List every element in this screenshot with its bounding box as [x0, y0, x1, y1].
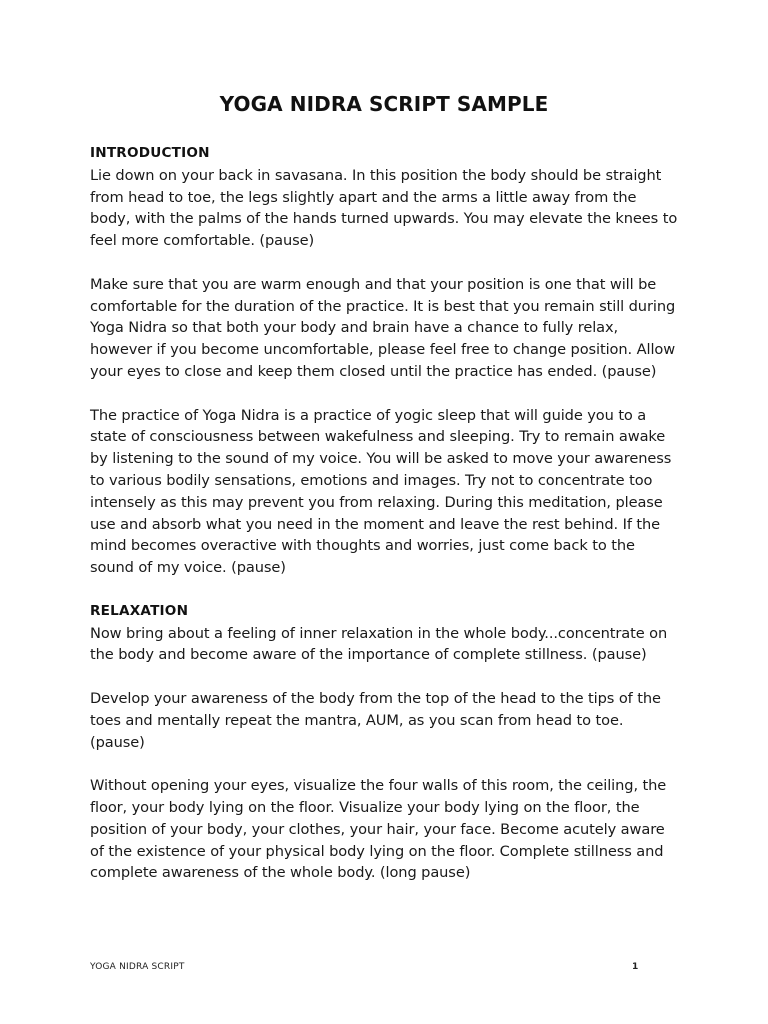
section-relaxation: [90, 601, 680, 884]
paragraph: Make sure that you are warm enough and that your position is one that will be comfortable for the duration of the practice. It is best that you remain still during Yoga Nidra so that both your body and brain have a chance to fully relax, however if you become uncomfortable, please feel free to change position. Allow your eyes to close and keep them closed until the practice has ended. (pause): [90, 275, 676, 380]
page-number: 1: [632, 962, 639, 972]
paragraph: Without opening your eyes, visualize the four walls of this room, the ceiling, the floor, your body lying on the floor. Visualize your body lying on the floor, the position of your body, your clothes, your hair, your face. Become acutely aware of the existence of your physical body lying on the floor. Complete stillness and complete awareness of the whole body. (long pause): [90, 777, 667, 882]
page-title: YOGA NIDRA SCRIPT SAMPLE: [219, 92, 549, 116]
paragraph: Develop your awareness of the body from the top of the head to the tips of the toes and mentally repeat the mantra, AUM, as you scan from head to toe. (pause): [90, 689, 661, 751]
paragraph: The practice of Yoga Nidra is a practice of yogic sleep that will guide you to a state of consciousness between wakefulness and sleeping. Try to remain awake by listening to the sound of my voice. You will be asked to move your awareness to various bodily sensations, emotions and images. Try not to concentrate too intensely as this may prevent you from relaxing. During this meditation, please use and absorb what you need in the moment and leave the rest behind. If the mind becomes overactive with thoughts and worries, just come back to the sound of my voice. (pause): [90, 406, 672, 577]
section-heading: INTRODUCTION: [90, 145, 210, 161]
paragraph: Lie down on your back in savasana. In this position the body should be straight from head to toe, the legs slightly apart and the arms a little away from the body, with the palms of the hands turned upwards. You may elevate the knees to feel more comfortable. (pause): [90, 166, 678, 250]
section-introduction: [90, 143, 680, 579]
section-heading: RELAXATION: [90, 602, 189, 619]
footer-label: YOGA NIDRA SCRIPT: [90, 962, 185, 972]
paragraph: Now bring about a feeling of inner relaxation in the whole body...concentrate on the body and become aware of the importance of complete stillness. (pause): [90, 624, 668, 664]
document-body: [90, 143, 680, 906]
